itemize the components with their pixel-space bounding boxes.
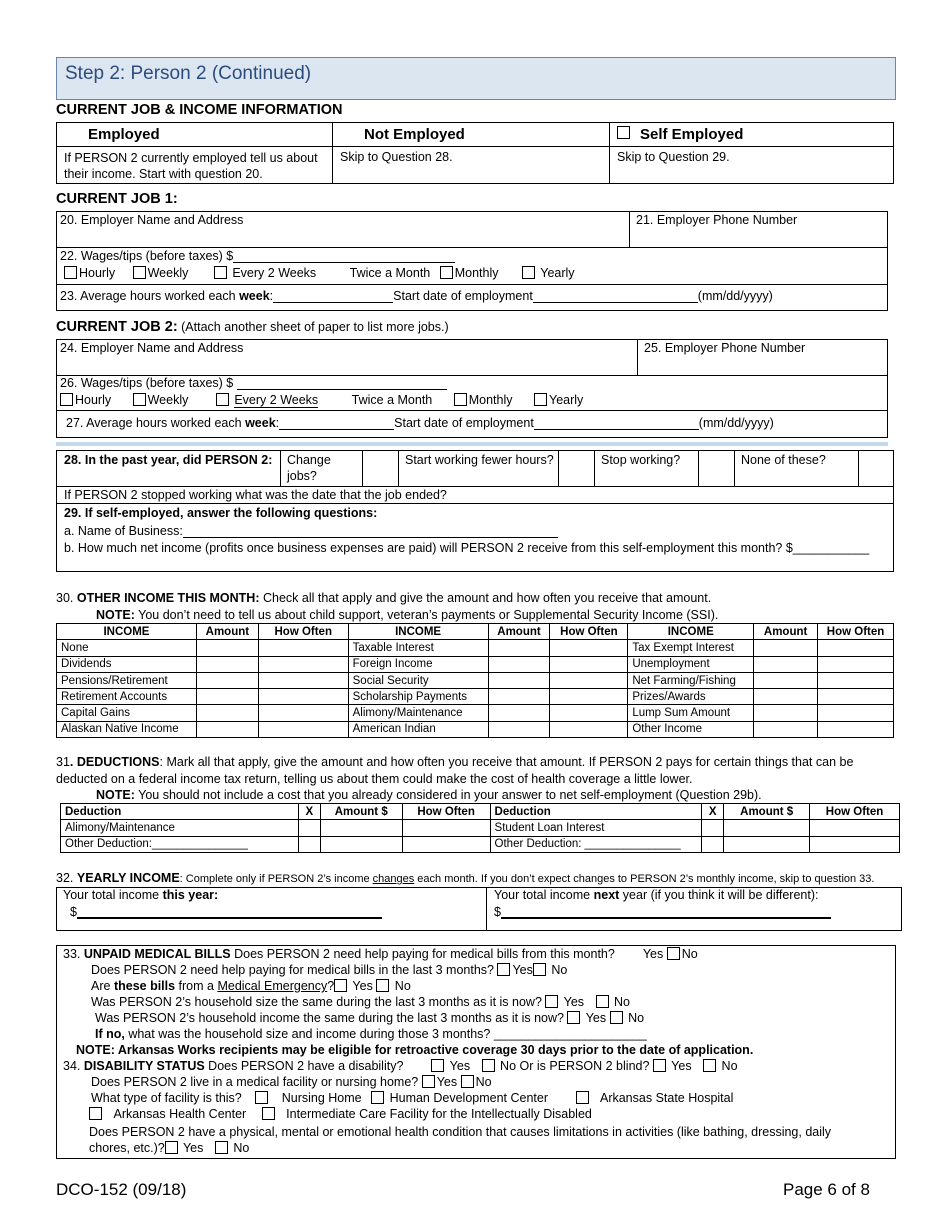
table-row: Pensions/Retirement Social Security Net Farming/Fishing — [57, 672, 894, 688]
next-year-field[interactable] — [501, 917, 831, 919]
self-employed-note: Skip to Question 29. — [617, 150, 730, 164]
yearly-checkbox[interactable] — [534, 393, 547, 406]
nursing-home-checkbox[interactable] — [255, 1091, 268, 1104]
business-name-field[interactable] — [183, 537, 558, 538]
yes-checkbox[interactable] — [334, 979, 347, 992]
divider — [56, 503, 894, 504]
no-checkbox[interactable] — [215, 1141, 228, 1154]
business-name-row: a. Name of Business: — [64, 524, 558, 538]
no-checkbox[interactable] — [482, 1059, 495, 1072]
start-date-field[interactable] — [533, 302, 698, 303]
q28-label: 28. In the past year, did PERSON 2: — [64, 453, 273, 467]
next-year-label: Your total income next year (if you think it will be different): — [494, 888, 819, 902]
wages-label: 26. Wages/tips (before taxes) $ — [60, 376, 447, 390]
yes-checkbox[interactable] — [497, 963, 510, 976]
table-row: Alimony/Maintenance Student Loan Interest — [61, 820, 900, 836]
q33-emergency: Are these bills from a Medical Emergency? Yes No — [91, 979, 411, 993]
q33-if-no: If no, what was the household size and income during those 3 months? ______________________ — [95, 1027, 647, 1041]
no-checkbox[interactable] — [610, 1011, 623, 1024]
net-income-row: b. How much net income (profits once business expenses are paid) will PERSON 2 receive from this self-employment this month? $___________ — [64, 541, 870, 555]
q33-household-income: Was PERSON 2’s household income the same during the last 3 months as it is now? Yes No — [95, 1011, 645, 1025]
hourly-checkbox[interactable] — [64, 266, 77, 279]
divider — [486, 887, 487, 931]
q34-facility-type-2: Arkansas Health Center Intermediate Care Facility for the Intellectually Disabled — [89, 1107, 592, 1121]
section-title: CURRENT JOB & INCOME INFORMATION — [56, 102, 343, 118]
q29-label: 29. If self-employed, answer the following questions: — [64, 506, 378, 520]
q34-facility: Does PERSON 2 live in a medical facility or nursing home? Yes No — [91, 1075, 492, 1089]
no-checkbox[interactable] — [376, 979, 389, 992]
job1-title: CURRENT JOB 1: — [56, 191, 178, 207]
yes-checkbox[interactable] — [165, 1141, 178, 1154]
divider — [56, 247, 888, 248]
q33-label: 33. UNPAID MEDICAL BILLS Does PERSON 2 need help paying for medical bills from this month? Yes No — [63, 947, 698, 961]
hourly-checkbox[interactable] — [60, 393, 73, 406]
not-employed-note: Skip to Question 28. — [340, 150, 453, 164]
yes-checkbox[interactable] — [653, 1059, 666, 1072]
yes-checkbox[interactable] — [422, 1075, 435, 1088]
change-jobs-checkbox[interactable] — [362, 451, 398, 485]
icf-checkbox[interactable] — [262, 1107, 275, 1120]
q34-facility-type: What type of facility is this? Nursing Home Human Development Center Arkansas State Hospital — [91, 1091, 734, 1105]
employed-note: If PERSON 2 currently employed tell us about their income. Start with question 20. — [64, 151, 318, 181]
q33-household-size: Was PERSON 2’s household size the same during the last 3 months as it is now? Yes No — [91, 995, 631, 1009]
yes-checkbox[interactable] — [431, 1059, 444, 1072]
next-year-row: $ — [494, 905, 831, 919]
none-checkbox[interactable] — [858, 451, 894, 485]
fewer-hours-option: Start working fewer hours? — [405, 453, 554, 467]
state-hospital-checkbox[interactable] — [576, 1091, 589, 1104]
employer-name-label: 20. Employer Name and Address — [60, 213, 244, 227]
q33-last-3-months: Does PERSON 2 need help paying for medical bills in the last 3 months? Yes No — [91, 963, 568, 977]
self-employed-checkbox[interactable] — [617, 126, 630, 139]
divider — [56, 486, 894, 487]
hours-field[interactable] — [273, 302, 393, 303]
divider — [332, 122, 333, 184]
table-row: Retirement Accounts Scholarship Payments Prizes/Awards — [57, 689, 894, 705]
employer-phone-label: 21. Employer Phone Number — [636, 213, 798, 227]
q31-note: NOTE: You should not include a cost that you already considered in your answer to net self-employment (Question 29b). — [96, 788, 762, 802]
weekly-checkbox[interactable] — [133, 393, 146, 406]
wages-label: 22. Wages/tips (before taxes) $ — [60, 249, 455, 263]
this-year-label: Your total income this year: — [63, 888, 219, 902]
stop-working-option: Stop working? — [601, 453, 681, 467]
wages-field[interactable] — [233, 262, 455, 263]
self-employed-label: Self Employed — [640, 126, 744, 143]
q31-text: deducted on a federal income tax return, telling us about them could make the cost of health coverage a little lower. — [56, 772, 693, 786]
every-2-weeks-checkbox[interactable] — [214, 266, 227, 279]
not-employed-label: Not Employed — [364, 126, 465, 143]
q34-condition: Does PERSON 2 have a physical, mental or emotional health condition that causes limitations in activities (like bathing, dressing, daily — [89, 1125, 832, 1139]
job-ended-label: If PERSON 2 stopped working what was the date that the job ended? — [64, 488, 447, 502]
yearly-checkbox[interactable] — [522, 266, 535, 279]
q30-note: NOTE: You don’t need to tell us about child support, veteran’s payments or Supplemental Security Income (SSI). — [96, 608, 719, 622]
monthly-checkbox[interactable] — [440, 266, 453, 279]
divider — [609, 122, 610, 184]
divider — [594, 450, 595, 486]
hdc-checkbox[interactable] — [371, 1091, 384, 1104]
none-option: None of these? — [741, 453, 826, 467]
table-row: None Taxable Interest Tax Exempt Interest — [57, 640, 894, 656]
divider — [629, 211, 630, 247]
change-jobs-option: Change jobs? — [287, 453, 331, 483]
no-checkbox[interactable] — [703, 1059, 716, 1072]
stop-working-checkbox[interactable] — [698, 451, 734, 485]
divider — [734, 450, 735, 486]
divider — [56, 442, 888, 446]
wages-field[interactable] — [237, 389, 447, 390]
divider — [637, 339, 638, 375]
health-center-checkbox[interactable] — [89, 1107, 102, 1120]
q32-label: 32. YEARLY INCOME: Complete only if PERSON 2’s income changes each month. If you don’t expect changes to PERSON 2’s monthly income, skip to question 33. — [56, 871, 875, 885]
divider — [56, 284, 888, 285]
fewer-hours-checkbox[interactable] — [558, 451, 594, 485]
hours-field[interactable] — [279, 429, 394, 430]
table-row: Capital Gains Alimony/Maintenance Lump Sum Amount — [57, 705, 894, 721]
yes-checkbox[interactable] — [567, 1011, 580, 1024]
weekly-checkbox[interactable] — [133, 266, 146, 279]
no-checkbox[interactable] — [596, 995, 609, 1008]
divider — [280, 450, 281, 486]
table-row: Dividends Foreign Income Unemployment — [57, 656, 894, 672]
q34-label: 34. DISABILITY STATUS Does PERSON 2 have a disability? Yes No Or is PERSON 2 blind? Yes No — [63, 1059, 738, 1073]
deductions-table: Deduction X Amount $ How Often Deduction X Amount $ How Often Alimony/Maintenance Student Loan Interest Other Deduction:_______________ Other Deduction: _______________ — [60, 803, 900, 853]
start-date-field[interactable] — [534, 429, 699, 430]
q34-condition-2: chores, etc.)? Yes No — [89, 1141, 250, 1155]
yes-checkbox[interactable] — [545, 995, 558, 1008]
no-checkbox[interactable] — [533, 963, 546, 976]
q33-note: NOTE: Arkansas Works recipients may be eligible for retroactive coverage 30 days prior to the date of application. — [76, 1043, 754, 1057]
divider — [398, 450, 399, 486]
page-number: Page 6 of 8 — [783, 1180, 870, 1199]
monthly-checkbox[interactable] — [454, 393, 467, 406]
job1-frequency-row: Hourly Weekly Every 2 Weeks Twice a Month Monthly Yearly — [64, 266, 575, 280]
employed-label: Employed — [88, 126, 160, 143]
q31-label: 31. DEDUCTIONS: Mark all that apply, give the amount and how often you receive that amount. If PERSON 2 pays for certain things that can be — [56, 755, 854, 769]
q30-label: 30. OTHER INCOME THIS MONTH: Check all that apply and give the amount and how often you receive that amount. — [56, 591, 712, 605]
other-income-table: INCOME Amount How Often INCOME Amount How Often INCOME Amount How Often None Taxable Interest Tax Exempt Interest Dividends Foreign Income Unemployment Pensions/Retirement Social Security Net Farming/Fishing Retirement Accounts Scholarship Payments Prizes/Awards Capital Gains Alimony/Maintenance Lump Sum Amount Alaskan Native Income American Indian Other Income — [56, 623, 894, 738]
table-row: Alaskan Native Income American Indian Other Income — [57, 721, 894, 737]
hours-row: 27. Average hours worked each week: Start date of employment (mm/dd/yyyy) — [66, 416, 774, 430]
divider — [56, 410, 888, 411]
divider — [56, 146, 894, 147]
every-2-weeks-checkbox[interactable] — [216, 393, 229, 406]
table-row: Other Deduction:_______________ Other Deduction: _______________ — [61, 836, 900, 852]
employer-phone-label: 25. Employer Phone Number — [644, 341, 806, 355]
page-title: Step 2: Person 2 (Continued) — [56, 57, 896, 100]
yes-checkbox[interactable] — [667, 947, 680, 960]
employer-name-label: 24. Employer Name and Address — [60, 341, 244, 355]
hours-row: 23. Average hours worked each week: Start date of employment (mm/dd/yyyy) — [60, 289, 773, 303]
form-number: DCO-152 (09/18) — [56, 1180, 187, 1199]
job2-frequency-row: Hourly Weekly Every 2 Weeks Twice a Month Monthly Yearly — [60, 393, 583, 407]
this-year-row: $ — [70, 905, 382, 919]
job2-title: CURRENT JOB 2: (Attach another sheet of paper to list more jobs.) — [56, 319, 449, 335]
no-checkbox[interactable] — [461, 1075, 474, 1088]
this-year-field[interactable] — [77, 917, 382, 919]
